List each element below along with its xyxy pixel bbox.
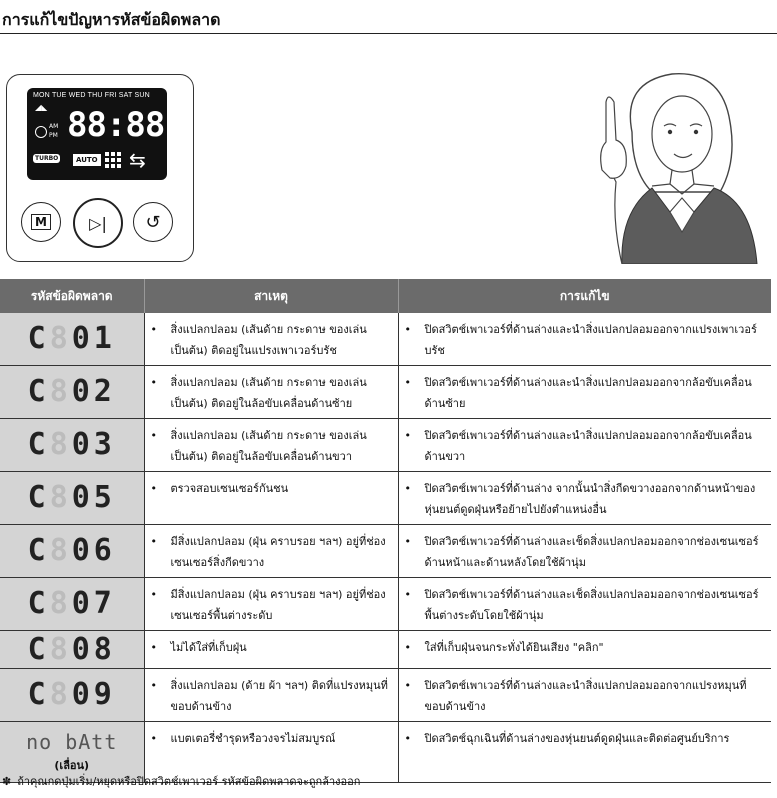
bullet-icon: •	[404, 323, 411, 336]
bullet-icon: •	[150, 679, 157, 692]
error-code-value: no bAtt	[26, 730, 118, 754]
grid-mode-icon	[105, 152, 121, 168]
error-code-cell	[0, 366, 144, 419]
bullet-icon: •	[150, 376, 157, 389]
error-code-value	[28, 427, 116, 462]
error-code-value	[28, 677, 116, 712]
start-stop-button	[73, 198, 123, 248]
error-code-digits: 05	[71, 480, 116, 515]
bullet-icon: •	[150, 641, 157, 654]
cause-text: สิ่งแปลกปลอม (ด้าย ผ้า ฯลฯ) ติดที่แปรงหมุนที่ขอบด้านข้าง	[170, 679, 388, 713]
pm-label: PM	[49, 132, 58, 139]
fix-cell	[398, 366, 771, 419]
bullet-icon: •	[404, 732, 411, 745]
table-row	[0, 669, 771, 722]
clock-icon	[35, 126, 47, 138]
auto-indicator: AUTO	[73, 154, 101, 166]
bullet-icon: •	[404, 376, 411, 389]
error-code-cell	[0, 669, 144, 722]
fix-text: ปิดสวิตช์เพาเวอร์ที่ด้านล่างและเช็ดสิ่งแปลกปลอมออกจากช่องเซนเซอร์พื้นต่างระดับโดยใช้ผ้านุ่ม	[424, 588, 759, 622]
repeat-icon: ⇆	[129, 148, 146, 172]
fix-cell	[398, 631, 771, 669]
cause-cell	[144, 669, 398, 722]
time-display: 88:88	[67, 105, 165, 145]
page-title: การแก้ไขปัญหารหัสข้อผิดพลาด	[2, 10, 221, 29]
title-divider	[0, 33, 777, 34]
fix-text: ปิดสวิตช์เพาเวอร์ที่ด้านล่างและเช็ดสิ่งแปลกปลอมออกจากช่องเซนเซอร์ด้านหน้าและด้านหลังโดยใช้ผ้านุ่ม	[424, 535, 759, 569]
error-code-table	[0, 279, 771, 783]
error-code-digits: 07	[71, 586, 116, 621]
control-panel-illustration	[6, 74, 194, 262]
error-code-prefix: C	[27, 533, 50, 568]
error-code-value	[28, 586, 116, 621]
error-code-prefix: C	[27, 586, 50, 621]
return-icon: ↺	[145, 211, 161, 233]
signal-bars-icon: ◢◣	[35, 103, 48, 112]
error-code-value	[28, 374, 116, 409]
error-code-prefix: C	[27, 480, 50, 515]
bullet-icon: •	[150, 323, 157, 336]
lcd-display	[27, 88, 167, 180]
error-code-prefix: C	[27, 631, 50, 667]
fix-text: ปิดสวิตช์ฉุกเฉินที่ด้านล่างของหุ่นยนต์ดูดฝุ่นและติดต่อศูนย์บริการ	[424, 732, 730, 745]
bullet-icon: •	[150, 588, 157, 601]
table-row	[0, 366, 771, 419]
error-code-digits: 06	[71, 533, 116, 568]
error-code-value	[28, 480, 116, 515]
error-code-digits: 03	[71, 427, 116, 462]
fix-text: ปิดสวิตช์เพาเวอร์ที่ด้านล่างและนำสิ่งแปลกปลอมออกจากล้อขับเคลื่อนด้านซ้าย	[424, 376, 752, 410]
bullet-icon: •	[404, 535, 411, 548]
fix-cell	[398, 669, 771, 722]
cause-cell	[144, 578, 398, 631]
error-code-value	[28, 533, 116, 568]
error-code-unlit-segment: 8	[49, 533, 72, 568]
cause-cell	[144, 366, 398, 419]
table-row	[0, 525, 771, 578]
fix-cell	[398, 525, 771, 578]
error-code-unlit-segment: 8	[49, 321, 72, 356]
fix-cell	[398, 722, 771, 783]
fix-cell	[398, 419, 771, 472]
bullet-icon: •	[404, 679, 411, 692]
cause-cell	[144, 525, 398, 578]
error-code-unlit-segment: 8	[49, 427, 72, 462]
column-header-cause: สาเหตุ	[144, 279, 398, 313]
error-code-prefix: C	[27, 321, 50, 356]
table-header-row	[0, 279, 771, 313]
error-code-digits: 09	[71, 677, 116, 712]
bullet-icon: •	[404, 429, 411, 442]
error-code-unlit-segment: 8	[49, 631, 72, 667]
fix-cell	[398, 313, 771, 366]
mode-button	[21, 202, 61, 242]
error-code-value	[28, 321, 116, 356]
mode-button-label: M	[31, 214, 51, 230]
error-code-unlit-segment: 8	[49, 677, 72, 712]
cause-text: สิ่งแปลกปลอม (เส้นด้าย กระดาษ ของเล่น เป็นต้น) ติดอยู่ในแปรงเพาเวอร์บรัช	[170, 323, 367, 357]
error-code-cell	[0, 525, 144, 578]
bullet-icon: •	[150, 482, 157, 495]
error-code-digits: 01	[71, 321, 116, 356]
fix-text: ปิดสวิตช์เพาเวอร์ที่ด้านล่างและนำสิ่งแปลกปลอมออกจากแปรงเพาเวอร์บรัช	[424, 323, 757, 357]
cause-cell	[144, 419, 398, 472]
error-code-prefix: C	[27, 677, 50, 712]
weekday-labels: MON TUE WED THU FRI SAT SUN	[33, 92, 150, 99]
cause-text: มีสิ่งแปลกปลอม (ฝุ่น คราบรอย ฯลฯ) อยู่ที่ช่องเซนเซอร์สิ่งกีดขวาง	[170, 535, 386, 569]
bullet-icon: •	[150, 732, 157, 745]
fix-text: ใส่ที่เก็บฝุ่นจนกระทั่งได้ยินเสียง "คลิก"	[424, 641, 604, 654]
error-code-digits: 02	[71, 374, 116, 409]
bullet-icon: •	[150, 429, 157, 442]
column-header-code: รหัสข้อผิดพลาด	[0, 279, 144, 313]
person-pointing-illustration	[592, 62, 772, 264]
cause-text: มีสิ่งแปลกปลอม (ฝุ่น คราบรอย ฯลฯ) อยู่ที่ช่องเซนเซอร์พื้นต่างระดับ	[170, 588, 386, 622]
turbo-indicator: TURBO	[35, 155, 59, 162]
bullet-icon: •	[150, 535, 157, 548]
error-code-digits: 08	[71, 631, 116, 667]
return-charge-button	[133, 202, 173, 242]
error-code-value	[28, 632, 116, 667]
error-code-cell	[0, 472, 144, 525]
error-code-cell	[0, 578, 144, 631]
asterisk-icon: ✽	[2, 775, 12, 788]
footnote	[2, 772, 360, 790]
cause-text: สิ่งแปลกปลอม (เส้นด้าย กระดาษ ของเล่น เป็นต้น) ติดอยู่ในล้อขับเคลื่อนด้านซ้าย	[170, 376, 367, 410]
cause-text: แบตเตอรี่ชำรุดหรือวงจรไม่สมบูรณ์	[170, 732, 336, 745]
cause-text: ไม่ได้ใส่ที่เก็บฝุ่น	[170, 641, 247, 654]
error-code-unlit-segment: 8	[49, 374, 72, 409]
table-row	[0, 472, 771, 525]
fix-text: ปิดสวิตช์เพาเวอร์ที่ด้านล่างและนำสิ่งแปลกปลอมออกจากล้อขับเคลื่อนด้านขวา	[424, 429, 752, 463]
column-header-fix: การแก้ไข	[398, 279, 771, 313]
scrolling-note: (เลื่อน)	[54, 759, 90, 772]
am-label: AM	[49, 123, 59, 130]
bullet-icon: •	[404, 641, 411, 654]
error-code-unlit-segment: 8	[49, 586, 72, 621]
error-code-cell	[0, 313, 144, 366]
fix-text: ปิดสวิตช์เพาเวอร์ที่ด้านล่าง จากนั้นนำสิ่งกีดขวางออกจากด้านหน้าของหุ่นยนต์ดูดฝุ่นหรือย้ายไปยังตำแหน่งอื่น	[424, 482, 756, 516]
fix-cell	[398, 578, 771, 631]
cause-cell	[144, 313, 398, 366]
cause-cell	[144, 472, 398, 525]
cause-cell	[144, 631, 398, 669]
bullet-icon: •	[404, 482, 411, 495]
table-row	[0, 313, 771, 366]
error-code-prefix: C	[27, 374, 50, 409]
error-code-cell	[0, 631, 144, 669]
error-code-unlit-segment: 8	[49, 480, 72, 515]
error-code-prefix: C	[27, 427, 50, 462]
bullet-icon: •	[404, 588, 411, 601]
footnote-text: ถ้าคุณกดปุ่มเริ่ม/หยุดหรือปิดสวิตช์เพาเวอร์ รหัสข้อผิดพลาดจะถูกล้างออก	[17, 775, 361, 788]
error-code-cell	[0, 419, 144, 472]
play-pause-icon: ▷|	[89, 213, 107, 233]
fix-text: ปิดสวิตช์เพาเวอร์ที่ด้านล่างและนำสิ่งแปลกปลอมออกจากแปรงหมุนที่ขอบด้านข้าง	[424, 679, 747, 713]
table-row	[0, 419, 771, 472]
cause-text: ตรวจสอบเซนเซอร์กันชน	[170, 482, 289, 495]
fix-cell	[398, 472, 771, 525]
table-row	[0, 631, 771, 669]
cause-text: สิ่งแปลกปลอม (เส้นด้าย กระดาษ ของเล่น เป็นต้น) ติดอยู่ในล้อขับเคลื่อนด้านขวา	[170, 429, 367, 463]
table-row	[0, 578, 771, 631]
